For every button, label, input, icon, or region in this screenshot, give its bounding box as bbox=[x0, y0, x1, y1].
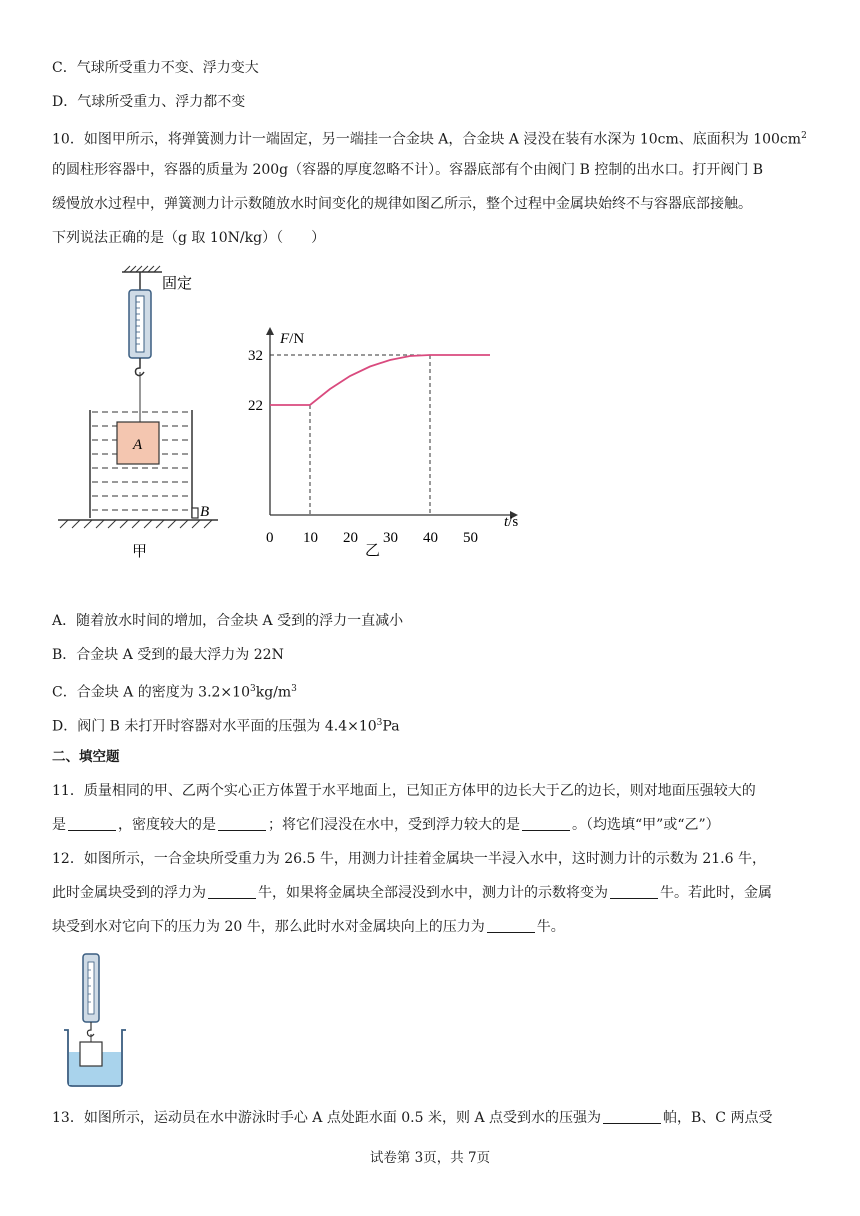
metal-block bbox=[80, 1042, 102, 1066]
q11-line2: 是 ，密度较大的是 ；将它们浸没在水中，受到浮力较大的是 。（均选填“甲”或“乙”） bbox=[52, 817, 720, 833]
x-tick-label: 20 bbox=[343, 530, 358, 546]
figure-q12 bbox=[58, 950, 138, 1095]
q11-line1: 11．质量相同的甲、乙两个实心正方体置于水平地面上，已知正方体甲的边长大于乙的边长，则对地面压强较大的 bbox=[52, 783, 756, 799]
figure-yi-chart bbox=[240, 315, 530, 565]
answer-blank[interactable] bbox=[208, 884, 256, 899]
x-tick-label: 30 bbox=[383, 530, 398, 546]
y-tick-label: 22 bbox=[248, 398, 263, 414]
q10-option-d: D．阀门 B 未打开时容器对水平面的压强为 $4.4\times 10^3Pa$ bbox=[52, 718, 400, 735]
q12-line3: 块受到水对它向下的压力为 20 牛，那么此时水对金属块向上的压力为 牛。 bbox=[52, 919, 565, 935]
valve-label-b: B bbox=[200, 504, 210, 520]
x-tick-label: 10 bbox=[303, 530, 318, 546]
q10-option-a: A．随着放水时间的增加，合金块 A 受到的浮力一直减小 bbox=[52, 613, 404, 629]
x-axis-label: t/s bbox=[504, 514, 519, 530]
figure-caption-yi: 乙 bbox=[365, 543, 381, 559]
q10-option-c: C．合金块 A 的密度为 $3.2\times 10^3kg/m^3$ bbox=[52, 684, 297, 701]
x-tick-label: 40 bbox=[423, 530, 438, 546]
q10-option-b: B．合金块 A 受到的最大浮力为 22N bbox=[52, 647, 284, 663]
q10-stem-line3: 缓慢放水过程中，弹簧测力计示数随放水时间变化的规律如图乙所示，整个过程中金属块始终不与容器底部接触。 bbox=[52, 196, 752, 212]
answer-blank[interactable] bbox=[487, 918, 535, 933]
q12-line2: 此时金属块受到的浮力为 牛，如果将金属块全部浸没到水中，测力计的示数将变为 牛。若此时，金属 bbox=[52, 885, 772, 901]
figure-caption-jia: 甲 bbox=[132, 544, 148, 560]
x-tick-label: 0 bbox=[266, 530, 274, 546]
answer-blank[interactable] bbox=[610, 884, 658, 899]
section-title: 二、填空题 bbox=[52, 749, 120, 765]
answer-blank[interactable] bbox=[603, 1109, 661, 1124]
q13-line1: 13．如图所示，运动员在水中游泳时手心 A 点处距水面 0.5 米，则 A 点受到水的压强为 帕，B、C 两点受 bbox=[52, 1110, 773, 1126]
answer-blank[interactable] bbox=[218, 816, 266, 831]
series-line bbox=[270, 355, 490, 405]
q12-line1: 12．如图所示，一合金块所受重力为 26.5 牛，用测力计挂着金属块一半浸入水中，这时测力计的示数为 21.6 牛， bbox=[52, 851, 766, 867]
y-tick-label: 32 bbox=[248, 348, 263, 364]
answer-blank[interactable] bbox=[522, 816, 570, 831]
q10-stem-line4: 下列说法正确的是（g 取 10N/kg）（ ） bbox=[52, 230, 326, 246]
y-axis-label: F/N bbox=[280, 331, 305, 347]
answer-blank[interactable] bbox=[68, 816, 116, 831]
q10-stem-line2: 的圆柱形容器中，容器的质量为 200g（容器的厚度忽略不计）。容器底部有个由阀门 B 控制的出水口。打开阀门 B bbox=[52, 162, 764, 178]
fixed-label: 固定 bbox=[162, 276, 193, 292]
x-tick-label: 50 bbox=[463, 530, 478, 546]
block-label-a: A bbox=[133, 437, 143, 453]
page-footer: 试卷第 3页，共 7页 bbox=[369, 1150, 491, 1166]
q10-stem-line1: 10．如图甲所示，将弹簧测力计一端固定，另一端挂一合金块 A，合金块 A 浸没在装有水深为 10cm、底面积为 $100cm^2$ bbox=[52, 131, 807, 148]
q9-option-c: C．气球所受重力不变、浮力变大 bbox=[52, 60, 259, 76]
q9-option-d: D．气球所受重力、浮力都不变 bbox=[52, 94, 246, 110]
figure-jia bbox=[50, 260, 230, 560]
valve-b bbox=[192, 508, 198, 518]
